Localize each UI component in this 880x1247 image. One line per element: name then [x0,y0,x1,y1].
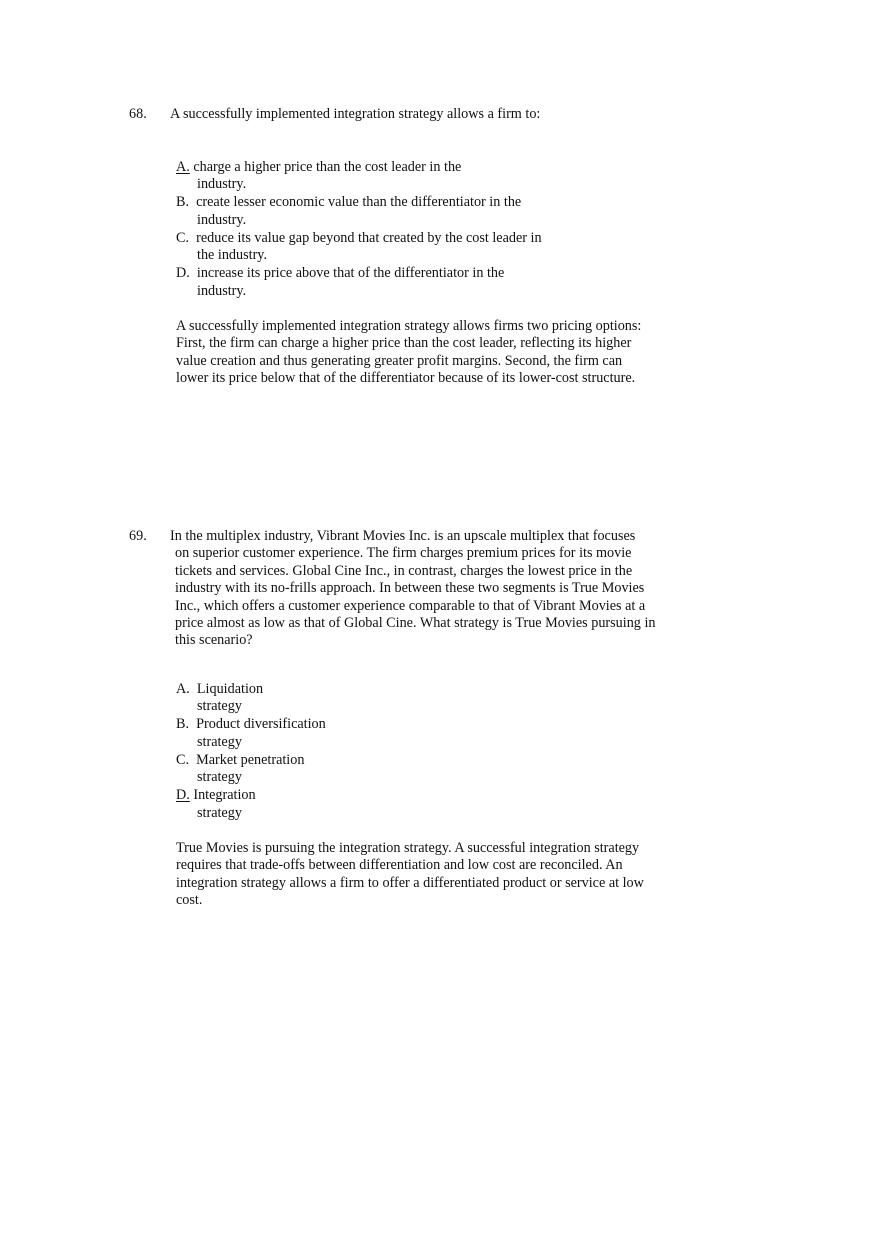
option-letter: A. [176,159,190,175]
stem-line: A successfully implemented integration strategy allows a firm to: [170,106,541,122]
explanation-line: integration strategy allows a firm to offer a differentiated product or service at low [176,874,644,891]
stem-line: on superior customer experience. The firm charges premium prices for its movie [175,545,632,562]
option-text-continued: industry. [197,176,247,193]
option-text: reduce its value gap beyond that created by the cost leader in [196,229,542,246]
option-b[interactable] [176,716,326,751]
explanation-line: cost. [176,892,203,909]
explanation-line: First, the firm can charge a higher price than the cost leader, reflecting its higher [176,335,632,352]
option-letter: C. [176,229,190,246]
option-letter: C. [176,751,190,768]
option-letter: B. [176,194,190,211]
answer-options [176,681,326,823]
option-text: Product diversification [196,716,326,733]
option-letter: D. [176,787,190,804]
question-number: 69. [129,528,147,544]
option-text-continued: strategy [197,733,242,750]
option-text: charge a higher price than the cost leader in the [193,159,462,175]
answer-options [176,159,542,301]
explanation-line: requires that trade-offs between differentiation and low cost are reconciled. An [176,857,623,874]
stem-line: this scenario? [175,632,253,649]
option-c[interactable] [176,230,542,265]
option-text-continued: strategy [197,769,242,786]
stem-line: tickets and services. Global Cine Inc., in contrast, charges the lowest price in the [175,562,633,579]
option-text-continued: the industry. [197,247,268,264]
stem-line: Inc., which offers a customer experience comparable to that of Vibrant Movies at a [175,597,646,614]
option-text-continued: strategy [197,698,242,715]
question-stem [170,106,540,123]
stem-line: In the multiplex industry, Vibrant Movies Inc. is an upscale multiplex that focuses [170,528,636,544]
stem-line: industry with its no-frills approach. In between these two segments is True Movies [175,580,645,597]
stem-line: price almost as low as that of Global Cine. What strategy is True Movies pursuing in [175,615,656,632]
option-text-continued: industry. [197,211,247,228]
option-d[interactable] [176,265,542,300]
option-letter: D. [176,265,190,282]
answer-explanation [176,840,644,910]
explanation-line: A successfully implemented integration strategy allows firms two pricing options: [176,318,642,334]
option-b[interactable] [176,194,542,229]
explanation-line: value creation and thus generating greater profit margins. Second, the firm can [176,352,623,369]
option-text: Market penetration [196,751,305,768]
option-letter: B. [176,716,190,733]
option-text-continued: industry. [197,282,247,299]
answer-explanation [176,318,641,388]
option-text: Integration [193,787,256,804]
option-text: increase its price above that of the differentiator in the [196,265,505,282]
explanation-line: True Movies is pursuing the integration strategy. A successful integration strategy [176,840,640,856]
option-c[interactable] [176,752,326,787]
option-a[interactable] [176,681,326,716]
option-letter: A. [176,681,190,697]
option-text-continued: strategy [197,804,242,821]
option-a[interactable] [176,159,542,194]
question-stem [170,528,655,650]
option-d[interactable] [176,787,326,822]
option-text: Liquidation [196,681,264,697]
explanation-line: lower its price below that of the differentiator because of its lower-cost structure. [176,370,636,387]
question-number: 68. [129,106,147,122]
option-text: create lesser economic value than the differentiator in the [196,194,522,211]
